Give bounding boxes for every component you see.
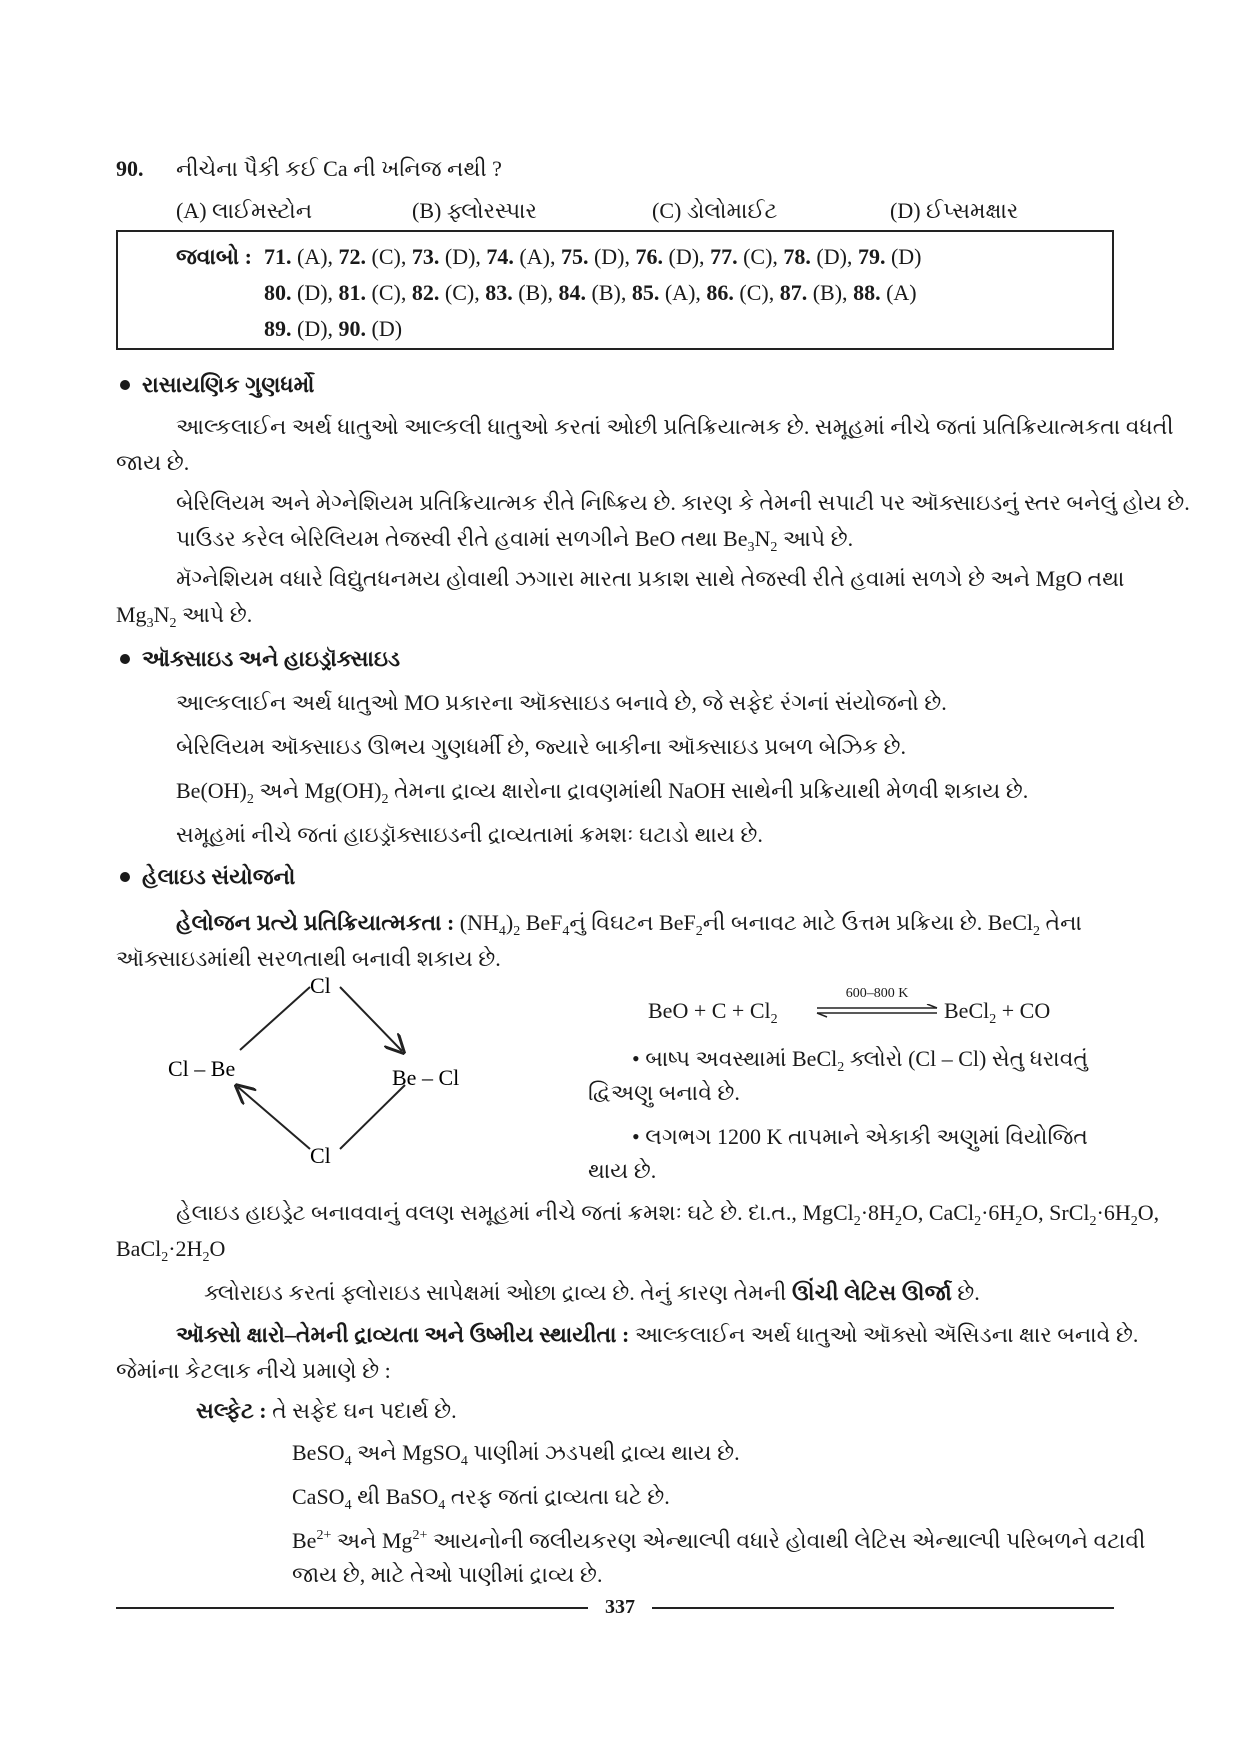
paragraph: ઑક્સો ક્ષારો–તેમની દ્રાવ્યતા અને ઉષ્મીય સ્થાયીતા : આલ્કલાઈન અર્થ ધાતુઓ ઑક્સો ઍસિડના ક્ષાર બનાવે છે. bbox=[176, 1322, 1139, 1347]
question-text: નીચેના પૈકી કઈ Ca ની ખનિજ નથી ? bbox=[176, 156, 502, 181]
paragraph: હેલાઇડ હાઇડ્રેટ બનાવવાનું વલણ સમૂહમાં નીચે જતાં ક્રમશઃ ઘટે છે. દા.ત., $MgCl_2\cdot 8H_2O$, $CaCl_2\cdot 6H_2O$, $SrCl_2\cdot 6H_2O$, bbox=[176, 1200, 1160, 1229]
option-d: (D) ઈપ્સમક્ષાર bbox=[890, 198, 1019, 223]
sulphate-label: સલ્ફેટ : bbox=[196, 1398, 267, 1423]
diagram-label: Cl bbox=[310, 975, 331, 998]
answer-number: 87. bbox=[779, 280, 808, 305]
answer-option: (B), bbox=[512, 280, 559, 305]
answer-number: 79. bbox=[857, 244, 886, 269]
bullet-point-cont: થાય છે. bbox=[588, 1158, 657, 1183]
answer-number: 89. bbox=[264, 316, 292, 341]
paragraph: ક્લોરાઇડ કરતાં ફ્લોરાઇડ સાપેક્ષમાં ઓછા દ્રાવ્ય છે. તેનું કારણ તેમની ઊંચી લેટિસ ઊર્જા છે. bbox=[204, 1280, 980, 1305]
answer-number: 77. bbox=[710, 244, 738, 269]
heading-text: ઑક્સાઇડ અને હાઇડ્રૉક્સાઇડ bbox=[142, 646, 401, 671]
answers-line-2 bbox=[264, 280, 917, 306]
paragraph: જેમાંના કેટલાક નીચે પ્રમાણે છે : bbox=[116, 1358, 391, 1383]
answer-number: 78. bbox=[783, 244, 811, 269]
answer-number: 76. bbox=[635, 244, 664, 269]
question-number: 90. bbox=[116, 156, 144, 181]
sulphate-line: જાય છે, માટે તેઓ પાણીમાં દ્રાવ્ય છે. bbox=[292, 1562, 603, 1587]
diagram-label: Cl – Be bbox=[168, 1056, 236, 1081]
bullet-point: • લગભગ 1200 K તાપમાને એકાકી અણુમાં વિયોજિત bbox=[632, 1124, 1088, 1149]
answer-option: (C), bbox=[366, 244, 412, 269]
paragraph: બેરિલિયમ અને મેગ્નેશિયમ પ્રતિક્રિયાત્મક રીતે નિષ્ક્રિય છે. કારણ કે તેમની સપાટી પર ઑક્સાઇડનું સ્તર બનેલું હોય છે. bbox=[176, 490, 1190, 515]
answer-number: 80. bbox=[264, 280, 292, 305]
answer-option: (D), bbox=[588, 244, 636, 269]
paragraph: બેરિલિયમ ઑક્સાઇડ ઊભય ગુણધર્મી છે, જ્યારે બાકીના ઑક્સાઇડ પ્રબળ બેઝિક છે. bbox=[176, 734, 906, 759]
sulphate-line: $Be^{2+}$ અને $Mg^{2+}$ આયનોની જલીયકરણ એન્થાલ્પી વધારે હોવાથી લેટિસ એન્થાલ્પી પરિબળને વટાવી bbox=[292, 1528, 1146, 1553]
paragraph: સમૂહમાં નીચે જતાં હાઇડ્રૉક્સાઇડની દ્રાવ્યતામાં ક્રમશઃ ઘટાડો થાય છે. bbox=[176, 822, 763, 847]
bullet-icon bbox=[120, 654, 130, 664]
becl2-dimer-diagram bbox=[160, 975, 480, 1175]
answers-label: જવાબો : bbox=[176, 244, 252, 269]
answer-number: 71. bbox=[264, 244, 292, 269]
answer-number: 74. bbox=[486, 244, 514, 269]
paragraph: ઑક્સાઇડમાંથી સરળતાથી બનાવી શકાય છે. bbox=[116, 946, 501, 971]
option-b: (B) ફ્લોરસ્પાર bbox=[412, 198, 537, 223]
answer-option: (B), bbox=[807, 280, 854, 305]
answer-option: (A), bbox=[513, 244, 561, 269]
diagram-label: Cl bbox=[310, 1143, 331, 1168]
bullet-point: • બાષ્પ અવસ્થામાં BeCl$_2$ ક્લોરો (Cl – Cl) સેતુ ધરાવતું bbox=[632, 1046, 1088, 1075]
paragraph: હેલોજન પ્રત્યે પ્રતિક્રિયાત્મકતા : $(NH_4)_2$ BeF$_4$નું વિઘટન BeF$_2$ની બનાવટ માટે ઉત્તમ પ્રક્રિયા છે. BeCl$_2$ તેના bbox=[176, 910, 1082, 939]
paragraph: આલ્કલાઈન અર્થ ધાતુઓ MO પ્રકારના ઑક્સાઇડ બનાવે છે, જે સફેદ રંગનાં સંયોજનો છે. bbox=[176, 690, 947, 715]
sulphate-line: BeSO$_4$ અને MgSO$_4$ પાણીમાં ઝડપથી દ્રાવ્ય થાય છે. bbox=[292, 1440, 740, 1469]
answer-option: (D), bbox=[291, 316, 339, 341]
heading-chemical-properties bbox=[120, 372, 314, 398]
footer-rule bbox=[652, 1607, 1114, 1609]
heading-halide bbox=[120, 864, 295, 890]
answer-number: 82. bbox=[411, 280, 440, 305]
answer-number: 85. bbox=[631, 280, 660, 305]
answers-line-3 bbox=[264, 316, 402, 342]
answer-number: 75. bbox=[560, 244, 589, 269]
answer-option: (C), bbox=[366, 280, 412, 305]
answer-option: (B), bbox=[586, 280, 632, 305]
answer-option: (D) bbox=[885, 244, 922, 269]
bond-line bbox=[240, 987, 310, 1050]
bullet-icon bbox=[120, 380, 130, 390]
footer-rule bbox=[116, 1607, 588, 1609]
option-a: (A) લાઈમસ્ટોન bbox=[176, 198, 313, 223]
reaction-rhs: BeCl$_2$ + CO bbox=[944, 998, 1051, 1027]
sulphate-line: CaSO$_4$ થી BaSO$_4$ તરફ જતાં દ્રાવ્યતા ઘટે છે. bbox=[292, 1484, 670, 1513]
answer-option: (D), bbox=[810, 244, 858, 269]
answer-option: (D), bbox=[663, 244, 711, 269]
bullet-point-cont: દ્વિઅણુ બનાવે છે. bbox=[588, 1080, 740, 1105]
equilibrium-arrow-icon bbox=[815, 1004, 939, 1018]
bond-line bbox=[340, 1085, 405, 1149]
answer-option: (A), bbox=[291, 244, 339, 269]
paragraph: મૅગ્નેશિયમ વધારે વિદ્યુતધનમય હોવાથી ઝગારા મારતા પ્રકાશ સાથે તેજસ્વી રીતે હવામાં સળગે છે અને MgO તથા bbox=[176, 566, 1125, 591]
answer-option: (C), bbox=[439, 280, 486, 305]
page-number: 337 bbox=[605, 1596, 635, 1618]
answers-line-1 bbox=[264, 244, 921, 270]
answer-number: 73. bbox=[411, 244, 440, 269]
heading-text: હેલાઇડ સંયોજનો bbox=[142, 864, 296, 889]
answer-option: (C), bbox=[737, 244, 784, 269]
coordinate-bond-arrow bbox=[238, 1087, 310, 1149]
answer-option: (D), bbox=[439, 244, 487, 269]
heading-oxide-hydroxide bbox=[120, 646, 400, 672]
reaction-condition: 600–800 K bbox=[845, 986, 909, 1001]
paragraph: પાઉડર કરેલ બેરિલિયમ તેજસ્વી રીતે હવામાં સળગીને BeO તથા $Be_3N_2$ આપે છે. bbox=[176, 526, 854, 555]
heading-text: રાસાયણિક ગુણધર્મો bbox=[142, 372, 315, 397]
answer-option: (D), bbox=[291, 280, 339, 305]
option-c: (C) ડોલોમાઈટ bbox=[652, 198, 778, 223]
answer-number: 88. bbox=[853, 280, 881, 305]
sulphate-line: સલ્ફેટ : તે સફેદ ઘન પદાર્થ છે. bbox=[196, 1398, 457, 1423]
answer-number: 83. bbox=[485, 280, 513, 305]
answer-number: 90. bbox=[338, 316, 367, 341]
answer-option: (C), bbox=[733, 280, 780, 305]
answer-number: 84. bbox=[558, 280, 587, 305]
answer-number: 86. bbox=[706, 280, 734, 305]
answer-number: 81. bbox=[338, 280, 367, 305]
reaction-lhs: BeO + $C + Cl_2$ bbox=[648, 998, 778, 1027]
reaction-arrow bbox=[815, 986, 939, 1022]
coordinate-bond-arrow bbox=[340, 987, 402, 1051]
answer-option: (A), bbox=[659, 280, 707, 305]
paragraph: $BaCl_2\cdot 2H_2O$ bbox=[116, 1236, 226, 1265]
bullet-icon bbox=[120, 872, 130, 882]
answer-option: (A) bbox=[880, 280, 917, 305]
paragraph: જાય છે. bbox=[116, 450, 190, 475]
answer-number: 72. bbox=[338, 244, 367, 269]
diagram-label: Be – Cl bbox=[392, 1065, 460, 1090]
paragraph: આલ્કલાઈન અર્થ ધાતુઓ આલ્કલી ધાતુઓ કરતાં ઓછી પ્રતિક્રિયાત્મક છે. સમૂહમાં નીચે જતાં પ્રતિક્રિયાત્મકતા વધતી bbox=[176, 414, 1174, 439]
paragraph: $Be(OH)_2$ અને $Mg(OH)_2$ તેમના દ્રાવ્ય ક્ષારોના દ્રાવણમાંથી NaOH સાથેની પ્રક્રિયાથી મેળવી શકાય છે. bbox=[176, 778, 1029, 807]
paragraph: $Mg_3N_2$ આપે છે. bbox=[116, 602, 253, 631]
answer-option: (D) bbox=[366, 316, 403, 341]
